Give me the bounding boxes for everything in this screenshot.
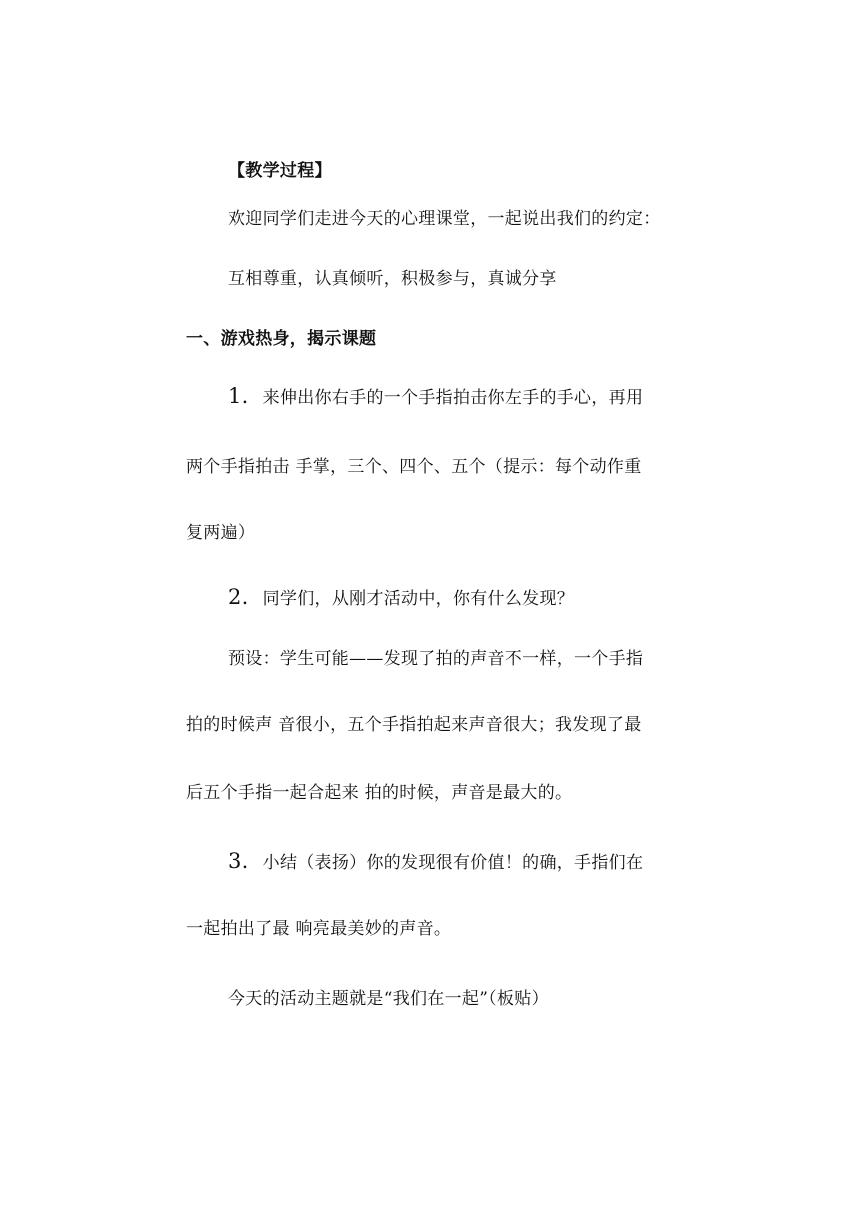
- step3-number: 3.: [228, 849, 249, 873]
- step1-text: 来伸出你右手的一个手指拍击你左手的手心，再用: [262, 388, 644, 408]
- step1-number: 1.: [228, 384, 249, 408]
- step3-line-2: 一起拍出了最 响亮最美妙的声音。: [186, 919, 452, 939]
- step3-text: 小结（表扬）你的发现很有价值！的确，手指们在: [262, 853, 644, 873]
- step2-preset-line-3: 后五个手指一起合起来 拍的时候，声音是最大的。: [186, 783, 573, 803]
- part1-heading: 一、游戏热身，揭示课题: [186, 329, 377, 349]
- section-heading: 【教学过程】: [228, 161, 332, 181]
- theme-line: 今天的活动主题就是“我们在一起”（板贴）: [228, 989, 549, 1009]
- step2-number: 2.: [228, 585, 249, 609]
- step1-line-3: 复两遍）: [186, 523, 256, 543]
- intro-line-1: 欢迎同学们走进今天的心理课堂，一起说出我们的约定：: [228, 209, 661, 229]
- step2-text: 同学们，从刚才活动中，你有什么发现？: [262, 589, 575, 609]
- step2-preset-line-1: 预设：学生可能——发现了拍的声音不一样，一个手指: [228, 649, 644, 669]
- step1-line-2: 两个手指拍击 手掌，三个、四个、五个（提示：每个动作重: [186, 457, 642, 477]
- step1-line-1: [228, 385, 643, 409]
- step2-preset-line-2: 拍的时候声 音很小，五个手指拍起来声音很大；我发现了最: [186, 715, 642, 735]
- intro-line-2: 互相尊重，认真倾听，积极参与，真诚分享: [228, 269, 557, 289]
- step2-line-1: [228, 586, 574, 610]
- step3-line-1: [228, 850, 643, 874]
